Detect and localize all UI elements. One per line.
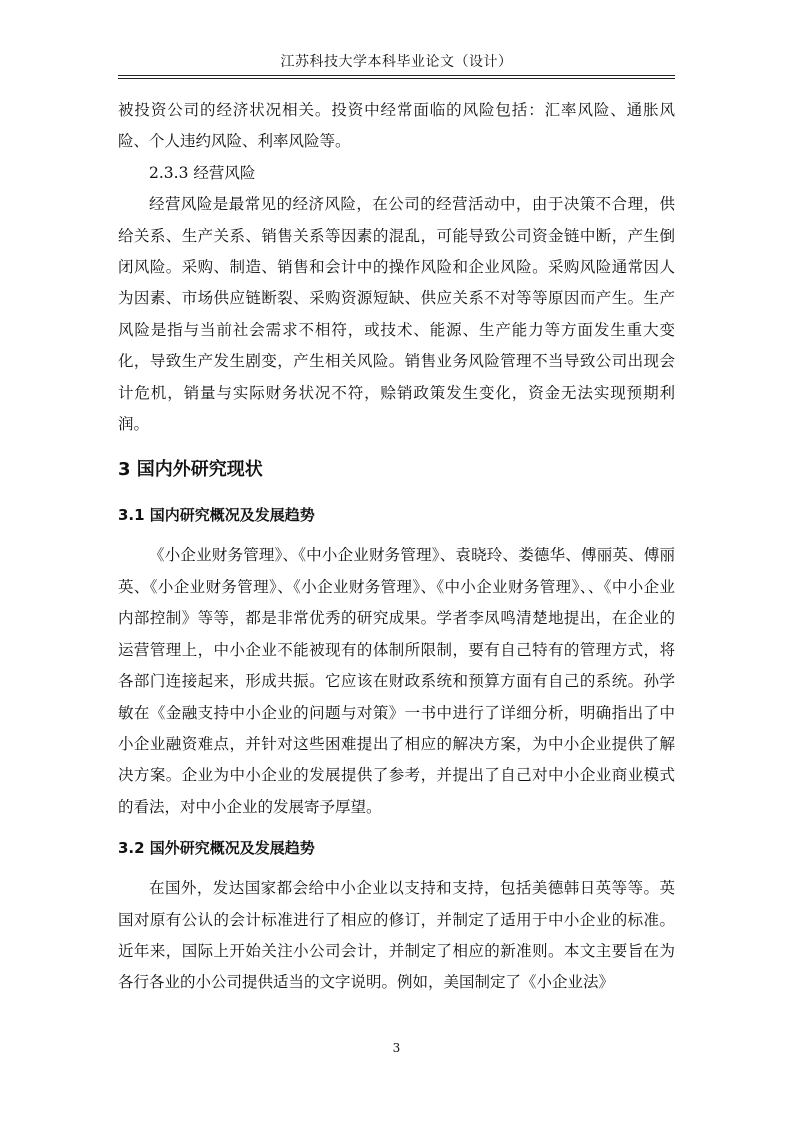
section-heading-3: 3 国内外研究现状 xyxy=(118,459,263,481)
subsection-heading-2-3-3: 2.3.3 经营风险 xyxy=(149,163,256,182)
page-body xyxy=(118,95,675,999)
header-rule-bottom xyxy=(118,78,675,79)
section-heading-3-2: 3.2 国外研究概况及发展趋势 xyxy=(118,839,315,858)
paragraph-operating-risk: 经营风险是最常见的经济风险，在公司的经营活动中，由于决策不合理，供给关系、生产关系、销售关系等因素的混乱，可能导致公司资金链中断，产生倒闭风险。采购、制造、销售和会计中的操作风险和企业风险。采购风险通常因人为因素、市场供应链断裂、采购资源短缺、供应关系不对等等原因而产生。生产风险是指与当前社会需求不相符，或技术、能源、生产能力等方面发生重大变化，导致生产发生剧变，产生相关风险。销售业务风险管理不当导致公司出现会计危机，销量与实际财务状况不符，赊销政策发生变化，资金无法实现预期利润。 xyxy=(118,195,675,434)
paragraph-investment-risk: 被投资公司的经济状况相关。投资中经常面临的风险包括：汇率风险、通胀风险、个人违约风险、利率风险等。 xyxy=(118,101,675,151)
page-number: 3 xyxy=(392,1041,401,1055)
paragraph-domestic-research: 《小企业财务管理》、《中小企业财务管理》、袁晓玲、娄德华、傅丽英、傅丽英、《小企业财务管理》、《小企业财务管理》、《中小企业财务管理》、、《中小企业内部控制》等等，都是非常优秀的研究成果。学者李凤鸣清楚地提出，在企业的运营管理上，中小企业不能被现有的体制所限制，要有自己特有的管理方式，将各部门连接起来，形成共振。它应该在财政系统和预算方面有自己的系统。孙学敏在《金融支持中小企业的问题与对策》一书中进行了详细分析，明确指出了中小企业融资难点，并针对这些困难提出了相应的解决方案，为中小企业提供了解决方案。企业为中小企业的发展提供了参考，并提出了自己对中小企业商业模式的看法，对中小企业的发展寄予厚望。 xyxy=(118,546,675,816)
paragraph-foreign-research: 在国外，发达国家都会给中小企业以支持和支持，包括美德韩日英等等。英国对原有公认的会计标准进行了相应的修订，并制定了适用于中小企业的标准。近年来，国际上开始关注小公司会计，并制定了相应的新准则。本文主要旨在为各行各业的小公司提供适当的文字说明。例如，美国制定了《小企业法》 xyxy=(118,879,675,992)
section-heading-3-1: 3.1 国内研究概况及发展趋势 xyxy=(118,506,315,525)
header-rule-top xyxy=(118,75,675,76)
running-header: 江苏科技大学本科毕业论文（设计） xyxy=(280,54,513,70)
